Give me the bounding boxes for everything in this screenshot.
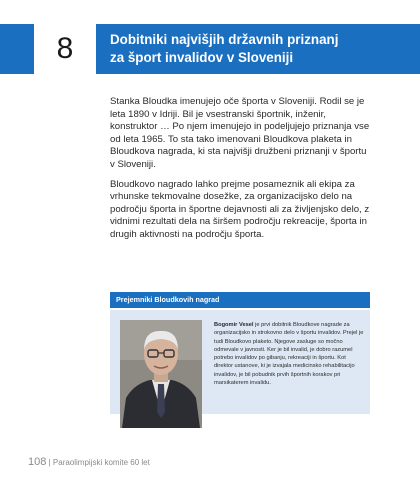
page-number: 108 (28, 456, 47, 468)
chapter-title-line2: za šport invalidov v Sloveniji (110, 50, 294, 65)
portrait-illustration (120, 320, 202, 428)
photo-caption (214, 321, 366, 387)
caption-text: je prvi dobitnik Bloudkove nagrade za organizacijsko in strokovno delo v športu invalidov. Prejel je tudi Bloudkovo plaketo. Njegove zasluge so močno odmevale v javnosti. Ker je bil invalid, je dobro razumel potrebo invalidov po gibanju, rekreaciji in športu. Kot direktor ustanove, ki je izvajala medicinsko rehabilitacijo invalidov, je bil pobudnik prvih športnih korakov pri marsikaterem invalidu. (214, 322, 364, 387)
footer-separator: | (48, 458, 51, 467)
footer-text: Paraolimpijski komite 60 let (52, 458, 150, 467)
body-paragraph-1: Stanka Bloudka imenujejo oče športa v Sloveniji. Rodil se je leta 1890 v Idriji. Bil je vsestranski športnik, inženir, konstruktor … Po njem imenujejo in podeljujejo priznanja vse od leta 1965. To sta tako imenovani Bloudkova plaketa in Bloudkova nagrada, ki sta najvišji družbeni priznanji v športu v Sloveniji. (110, 96, 370, 170)
portrait-photo (120, 320, 202, 428)
chapter-title (110, 31, 410, 67)
chapter-title-line1: Dobitniki najvišjih državnih priznanj (110, 32, 339, 47)
body-paragraph-2: Bloudkovo nagrado lahko prejme posameznik ali ekipa za vrhunske tekmovalne dosežke, za organizacijsko delo na področju športa in športne dejavnosti ali za življenjsko delo, z vidnimi rezultati dela na širšem področju rekreacije, športa in drugih aktivnosti na področju športa. (110, 178, 370, 240)
caption-name: Bogomir Vesel (214, 322, 254, 328)
recipients-box (110, 310, 370, 414)
chapter-header-band (0, 24, 420, 74)
page-footer (28, 456, 150, 468)
chapter-number: 8 (34, 24, 96, 74)
recipients-box-header: Prejemniki Bloudkovih nagrad (110, 292, 370, 308)
body-text (110, 96, 372, 249)
